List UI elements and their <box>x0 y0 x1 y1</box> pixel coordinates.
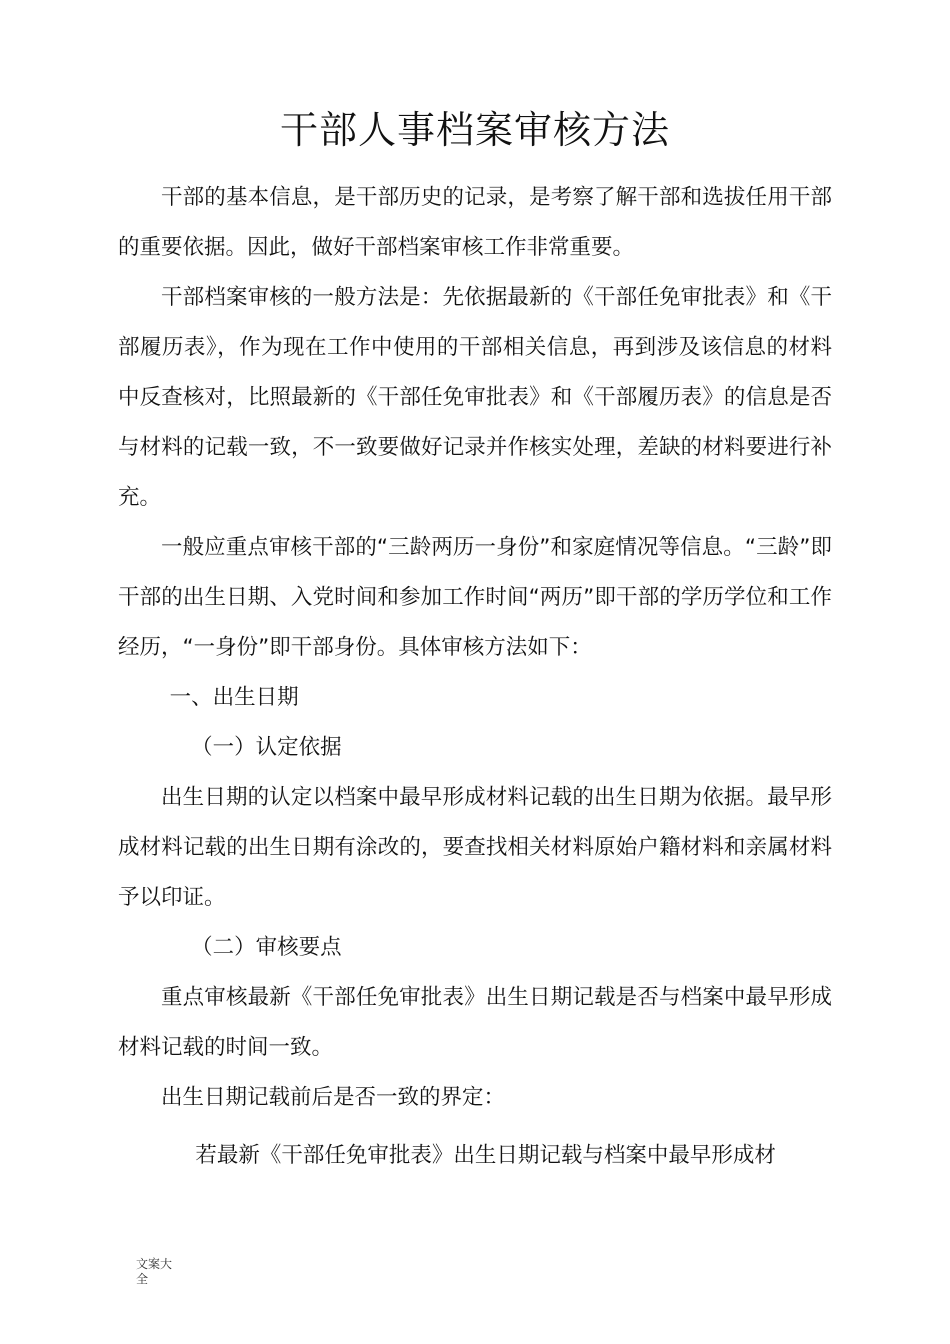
paragraph-key-items: 一般应重点审核干部的“三龄两历一身份”和家庭情况等信息。“三龄”即干部的出生日期、入党时间和参加工作时间“两历”即干部的学历学位和工作经历，“一身份”即干部身份。具体审核方法如下： <box>118 535 832 660</box>
paragraph-consistency-definition: 出生日期记载前后是否一致的界定： <box>161 1085 506 1110</box>
section-heading-birth-date: 一、出生日期 <box>169 685 299 710</box>
paragraph-intro: 干部的基本信息，是干部历史的记录，是考察了解干部和选拔任用干部的重要依据。因此，做好干部档案审核工作非常重要。 <box>118 185 832 260</box>
paragraph-method: 干部档案审核的一般方法是：先依据最新的《干部任免审批表》和《干部履历表》，作为现在工作中使用的干部相关信息，再到涉及该信息的材料中反查核对，比照最新的《干部任免审批表》和《干部履历表》的信息是否与材料的记载一致，不一致要做好记录并作核实处理，差缺的材料要进行补充。 <box>118 285 832 510</box>
paragraph-key-points: 重点审核最新《干部任免审批表》出生日期记载是否与档案中最早形成材料记载的时间一致。 <box>118 985 832 1060</box>
subsection-heading-basis: （一）认定依据 <box>191 735 342 760</box>
document-body <box>118 173 832 1181</box>
footer-watermark-text: 文案大全 <box>136 1257 173 1286</box>
paragraph-basis: 出生日期的认定以档案中最早形成材料记载的出生日期为依据。最早形成材料记载的出生日期有涂改的，要查找相关材料原始户籍材料和亲属材料予以印证。 <box>118 785 832 910</box>
subsection-heading-key-points: （二）审核要点 <box>191 935 342 960</box>
paragraph-consistency-case: 若最新《干部任免审批表》出生日期记载与档案中最早形成材 <box>195 1143 776 1168</box>
document-title: 干部人事档案审核方法 <box>279 108 670 152</box>
